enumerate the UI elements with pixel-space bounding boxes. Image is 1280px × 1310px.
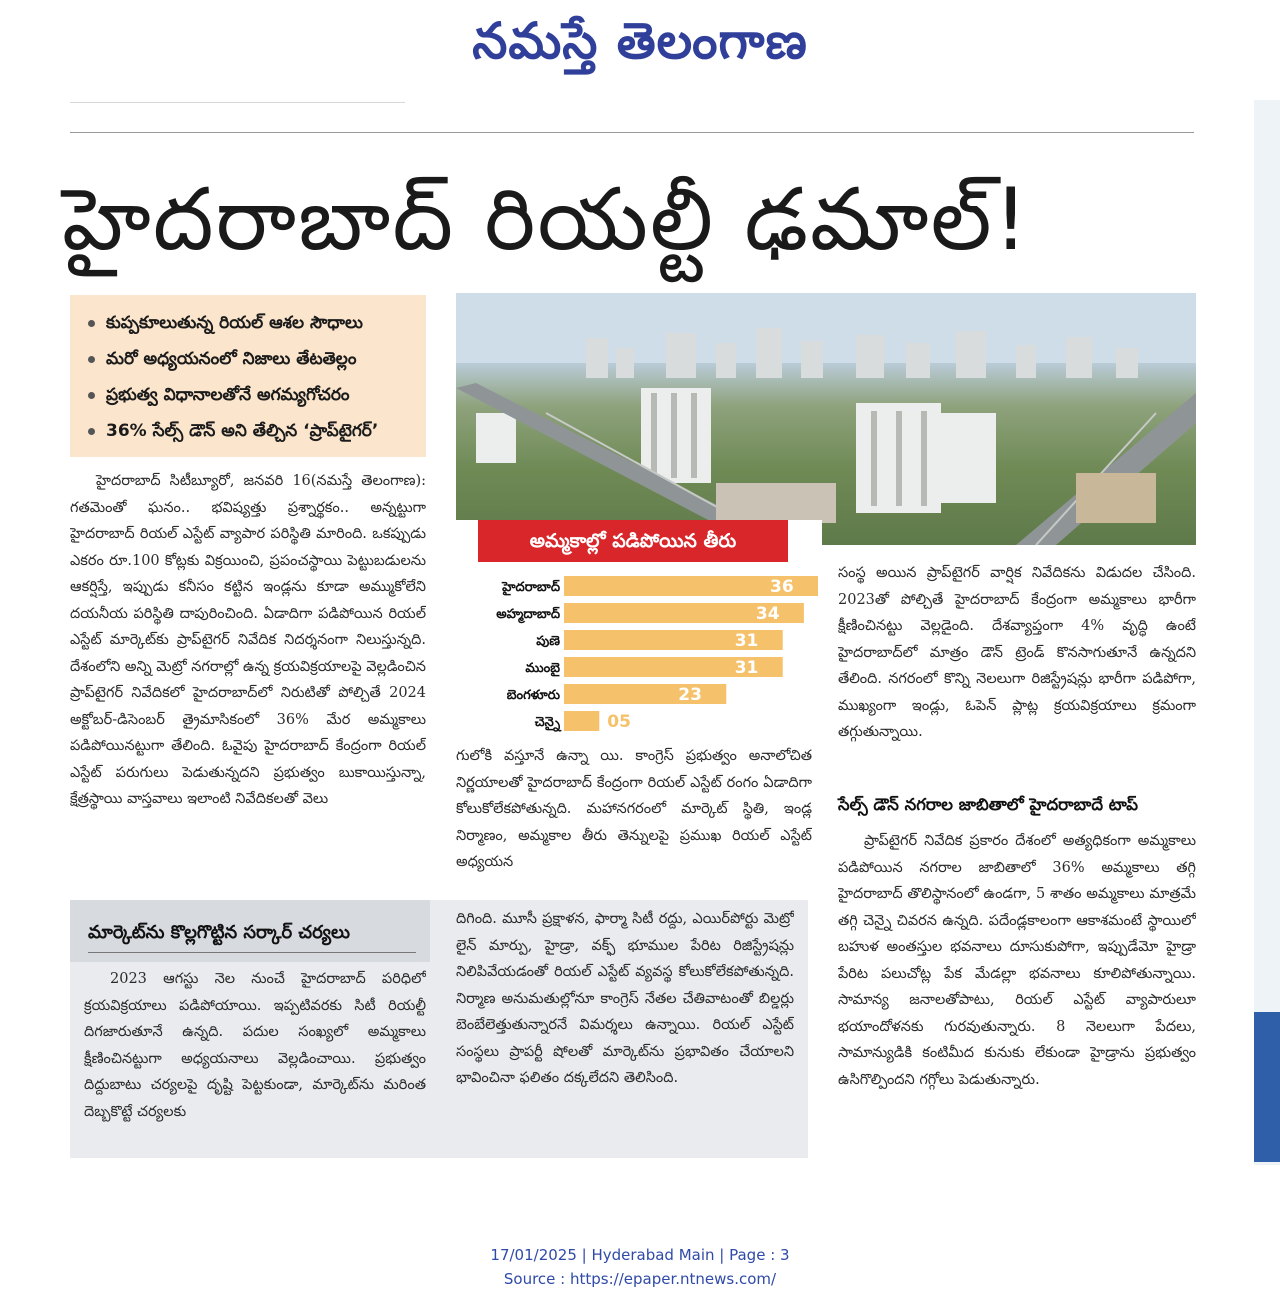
chart-category-label: హైదరాబాద్ xyxy=(502,580,560,595)
chart-category-label: ముంబై xyxy=(525,661,560,676)
highlight-item xyxy=(78,413,418,449)
chart-value-label: 23 xyxy=(678,685,702,705)
bullet-icon xyxy=(88,356,95,363)
sidebar-left-text xyxy=(84,966,426,1154)
chart-title: అమ్మకాల్లో పడిపోయిన తీరు xyxy=(478,520,788,562)
chart-value-label: 05 xyxy=(607,712,631,732)
column-3-text xyxy=(838,560,1196,775)
page-edge-strip xyxy=(1254,100,1280,1165)
highlight-item xyxy=(78,377,418,413)
footer-source: Source : https://epaper.ntnews.com/ xyxy=(503,1270,777,1288)
bullet-icon xyxy=(88,320,95,327)
highlights-list xyxy=(78,305,418,449)
bullet-icon xyxy=(88,392,95,399)
column-3-lower-paragraph: ప్రాప్‌టైగర్ నివేదిక ప్రకారం దేశంలో అత్యధికంగా అమ్మకాలు పడిపోయిన నగరాల జాబితాలో 36% అమ్మకాలు తగ్గి హైదరాబాద్ తొలిస్థానంలో ఉండగా, 5 శాతం అమ్మకాలు మాత్రమే తగ్గి చెన్నై చివరన ఉన్నది. పదేండ్లకాలంగా ఆకాశమంటే స్థాయిలో బహుళ అంతస్తుల భవనాలు దూసుకుపోగా, ఇప్పుడేమో హైడ్రా పేరిట పలుచోట్ల పేక మేడల్లా భవనాలు కూలిపోతున్నాయి. సామాన్య జనాలతోపాటు, రియల్ ఎస్టేట్ వ్యాపారులూ భయాందోళనకు గురవుతున్నారు. 8 నెలలుగా పేదలు, సామాన్యుడికి కంటిమీద కునుకు లేకుండా హైడ్రాను ప్రభుత్వం ఉసిగొల్పిందని గగ్గోలు పెడుతున్నారు. xyxy=(838,833,1196,1088)
column-3-subheading: సేల్స్ డౌన్ నగరాల జాబితాలో హైదరాబాదే టాప్ xyxy=(838,795,1138,814)
page-footer xyxy=(0,1243,1280,1291)
bullet-icon xyxy=(88,428,95,435)
column-3-paragraph: సంస్థ అయిన ప్రాప్‌టైగర్ వార్షిక నివేదికను విడుదల చేసింది. 2023తో పోల్చితే హైదరాబాద్ కేంద్రంగా అమ్మకాలు భారీగా క్షీణించినట్టు వెల్లడైంది. దేశవ్యాప్తంగా 4% వృద్ధి ఉంటే హైదరాబాద్‌లో మాత్రం డౌన్ ట్రెండ్ కొనసాగుతూనే ఉన్నదని తేలింది. నగరంలో కొన్ని నెలలుగా రిజిస్ట్రేషన్లు భారీగా పడిపోగా, ముఖ్యంగా ఇండ్లు, ఓపెన్ ప్లాట్ల క్రయవిక్రయాలు క్రమంగా తగ్గుతున్నాయి. xyxy=(838,565,1196,740)
chart-bar xyxy=(564,711,599,731)
highlight-item xyxy=(78,305,418,341)
bar-chart-canvas xyxy=(456,562,822,740)
chart-category-label: చెన్నై xyxy=(534,715,560,730)
sidebar-box-heading: మార్కెట్‌ను కొల్లగొట్టిన సర్కార్ చర్యలు xyxy=(88,922,350,943)
chart-category-label: అహ్మదాబాద్ xyxy=(496,607,560,622)
highlights-box xyxy=(70,295,426,457)
sidebar-right-paragraph: దిగింది. మూసీ ప్రక్షాళన, ఫార్మా సిటీ రద్దు, ఎయిర్‌పోర్టు మెట్రో లైన్ మార్పు, హైడ్రా, వక్ఫ్ భూముల పేరిట రిజిస్ట్రేషన్లు నిలిపివేయడంతో రియల్ ఎస్టేట్ వ్యవస్థ కోలుకోలేకపోతున్నది. నిర్మాణ అనుమతుల్లోనూ కాంగ్రెస్ నేతల చేతివాటంతో బిల్డర్లు బెంబేలెత్తుతున్నారనే విమర్శలు ఉన్నాయి. రియల్ ఎస్టేట్ సంస్థలు ప్రాపర్టీ షోలతో మార్కెట్‌ను ప్రభావితం చేయాలని భావించినా ఫలితం దక్కలేదని తెలిసింది. xyxy=(456,911,794,1086)
column-1-paragraph: హైదరాబాద్ సిటీబ్యూరో, జనవరి 16(నమస్తే తెలంగాణ): గతమెంతో ఘనం.. భవిష్యత్తు ప్రశ్నార్థకం.. అన్నట్టుగా హైదరాబాద్ రియల్ ఎస్టేట్ వ్యాపార పరిస్థితి మారింది. ఒకప్పుడు ఎకరం రూ.100 కోట్లకు విక్రయించి, ప్రపంచస్థాయి పెట్టుబడులను ఆకర్షిస్తే, ఇప్పుడు కనీసం కట్టిన ఇండ్లను కూడా అమ్ముకోలేని దయనీయ పరిస్థితి దాపురించింది. ఏడాదిగా పడిపోయిన రియల్ ఎస్టేట్ మార్కెట్‌కు ప్రాప్‌టైగర్ నివేదిక నిదర్శనంగా నిలుస్తున్నది. దేశంలోని అన్ని మెట్రో నగరాల్లో ఉన్న క్రయవిక్రయాలపై వెల్లడించిన ప్రాప్‌టైగర్ నివేదికలో హైదరాబాద్‌లో నిరుటితో పోల్చితే 2024 అక్టోబర్-డిసెంబర్ త్రైమాసికంలో 36% మేర అమ్మకాలు పడిపోయినట్టుగా తేలింది. ఓవైపు హైదరాబాద్ కేంద్రంగా రియల్ ఎస్టేట్ పరుగులు పెడుతున్నదని ప్రభుత్వం బుకాయిస్తున్నా, క్షేత్రస్థాయి వాస్తవాలు ఇలాంటి నివేదికలతో వెలు xyxy=(70,473,426,807)
newspaper-masthead: నమస్తే తెలంగాణ xyxy=(472,12,808,70)
highlight-text: ప్రభుత్వ విధానాలతోనే అగమ్యగోచరం xyxy=(106,385,350,405)
headline-rule xyxy=(70,132,1194,133)
chart-category-label: పుణె xyxy=(536,634,560,649)
sidebar-heading-underline xyxy=(88,952,416,953)
highlight-text: మరో అధ్యయనంలో నిజాలు తేటతెల్లం xyxy=(106,349,357,369)
highlight-text: కుప్పకూలుతున్న రియల్ ఆశల సౌధాలు xyxy=(106,313,363,333)
sidebar-right-text xyxy=(456,906,794,1154)
headline: హైదరాబాద్ రియల్టీ ఢమాల్! xyxy=(62,170,1031,270)
skyline-illustration xyxy=(456,293,1196,545)
column-1-text xyxy=(70,468,426,888)
column-2-paragraph: గులోకి వస్తూనే ఉన్నా యి. కాంగ్రెస్ ప్రభుత్వం అనాలోచిత నిర్ణయాలతో హైదరాబాద్ కేంద్రంగా రియల్ ఎస్టేట్ రంగం ఏడాదిగా కోలుకోలేకపోతున్నది. మహానగరంలో మార్కెట్ స్థితి, ఇండ్ల నిర్మాణం, అమ్మకాల తీరు తెన్నులపై ప్రముఖ రియల్ ఎస్టేట్ అధ్యయన xyxy=(456,748,812,870)
city-aerial-photo xyxy=(456,293,1196,545)
sidebar-left-paragraph: 2023 ఆగస్టు నెల నుంచే హైదరాబాద్ పరిధిలో క్రయవిక్రయాలు పడిపోయాయి. ఇప్పటివరకు సిటీ రియల్టీ దిగజారుతూనే ఉన్నది. పదుల సంఖ్యలో అమ్మకాలు క్షీణించినట్టుగా అధ్యయనాలు వెల్లడించాయి. ప్రభుత్వం దిద్దుబాటు చర్యలపై దృష్టి పెట్టకుండా, మార్కెట్‌ను మరింత దెబ్బకొట్టే చర్యలకు xyxy=(84,971,426,1120)
chart-value-label: 34 xyxy=(755,604,780,624)
sales-decline-chart xyxy=(456,520,822,740)
chart-value-label: 36 xyxy=(770,577,794,597)
page-edge-marker xyxy=(1254,1012,1280,1162)
chart-category-label: బెంగళూరు xyxy=(506,688,560,703)
chart-value-label: 31 xyxy=(734,658,759,678)
highlight-item xyxy=(78,341,418,377)
masthead-divider xyxy=(70,102,405,103)
chart-value-label: 31 xyxy=(734,631,759,651)
column-3-lower-text xyxy=(838,828,1196,1164)
column-2-text xyxy=(456,743,812,893)
footer-dateline: 17/01/2025 | Hyderabad Main | Page : 3 xyxy=(490,1246,790,1264)
highlight-text: 36% సేల్స్ డౌన్ అని తేల్చిన ‘ప్రాప్‌టైగర్’ xyxy=(106,421,379,441)
